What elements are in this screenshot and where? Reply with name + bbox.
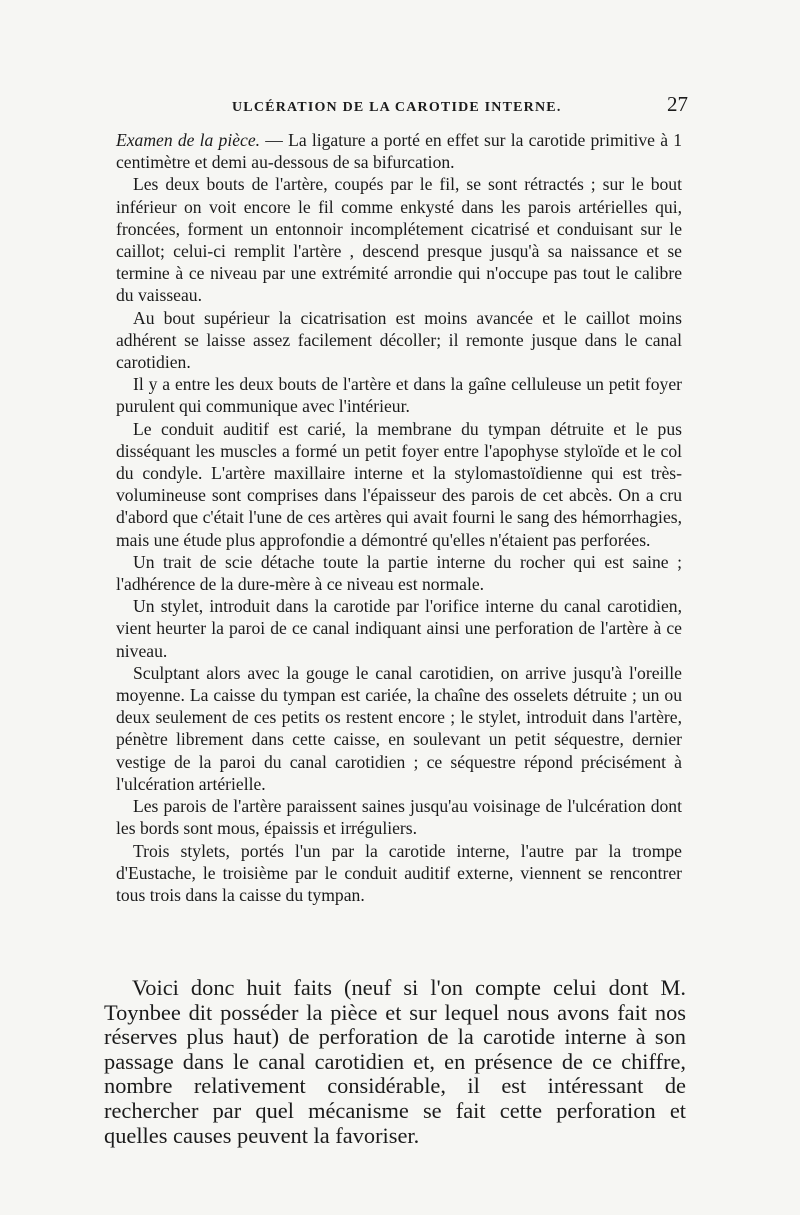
paragraph: Il y a entre les deux bouts de l'artère et dans la gaîne celluleuse un petit foyer purulent qui communique avec l'intérieur. <box>116 374 682 417</box>
paragraph: Trois stylets, portés l'un par la carotide interne, l'autre par la trompe d'Eustache, le troisième par le conduit auditif externe, viennent se rencontrer tous trois dans la caisse du tympan. <box>116 840 682 905</box>
paragraph: Sculptant alors avec la gouge le canal carotidien, on arrive jusqu'à l'oreille moyenne. La caisse du tympan est cariée, la chaîne des osselets détruite ; un ou deux seulement de ces petits os restent encore ; le stylet, introduit dans l'artère, pénètre librement dans cette caisse, en soulevant un petit séquestre, dernier vestige de la paroi du canal carotidien ; ce séquestre répond précisément à l'ulcération artérielle. <box>116 662 682 794</box>
paragraph: Les parois de l'artère paraissent saines jusqu'au voisinage de l'ulcération dont les bords sont mous, épaissis et irréguliers. <box>116 796 682 839</box>
closing-paragraph: Voici donc huit faits (neuf si l'on compte celui dont M. Toynbee dit posséder la pièce et sur lequel nous avons fait nos réserves plus haut) de perforation de la carotide interne à son passage dans le canal carotidien et, en présence de ce chiffre, nombre relativement considérable, il est intéressant de rechercher par quel mécanisme se fait cette perforation et quelles causes peuvent la favoriser. <box>104 975 686 1148</box>
closing-section <box>104 976 686 1148</box>
page-number: 27 <box>667 92 688 116</box>
paragraph: Le conduit auditif est carié, la membrane du tympan détruite et le pus disséquant les muscles a formé un petit foyer entre l'apophyse styloïde et le col du condyle. L'artère maxillaire interne et la stylomastoïdienne qui est très-volumineuse sont comprises dans l'épaisseur des parois de cet abcès. On a cru d'abord que c'était l'une de ces artères qui avait fourni le sang des hémorrhagies, mais une étude plus approfondie a démontré qu'elles n'étaient pas perforées. <box>116 418 682 550</box>
paragraph: Un trait de scie détache toute la partie interne du rocher qui est saine ; l'adhérence de la dure-mère à ce niveau est normale. <box>116 551 682 595</box>
running-title: ULCÉRATION DE LA CAROTIDE INTERNE. <box>232 100 562 115</box>
paragraph-text: — La ligature a porté en effet sur la carotide primitive à 1 centimètre et demi au-dessous de sa bifurcation. <box>116 130 682 173</box>
paragraph: Les deux bouts de l'artère, coupés par le fil, se sont rétractés ; sur le bout inférieur on voit encore le fil comme enkysté dans les parois artérielles qui, froncées, forment un entonnoir incomplétement cicatrisé et conduisant sur le caillot; celui-ci remplit l'artère , descend presque jusqu'à sa naissance et se termine à ce niveau par une extrémité arrondie qui n'occupe pas tout le calibre du vaisseau. <box>116 174 682 306</box>
paragraph-examen <box>116 129 682 173</box>
body-text <box>116 129 682 906</box>
section-lead: Examen de la pièce. <box>116 130 261 150</box>
paragraph: Au bout supérieur la cicatrisation est moins avancée et le caillot moins adhérent se laisse assez facilement décoller; il remonte jusque dans le canal carotidien. <box>116 307 682 373</box>
paragraph: Un stylet, introduit dans la carotide par l'orifice interne du canal carotidien, vient heurter la paroi de ce canal indiquant ainsi une perforation de l'artère à ce niveau. <box>116 596 682 661</box>
page-header <box>118 92 688 122</box>
